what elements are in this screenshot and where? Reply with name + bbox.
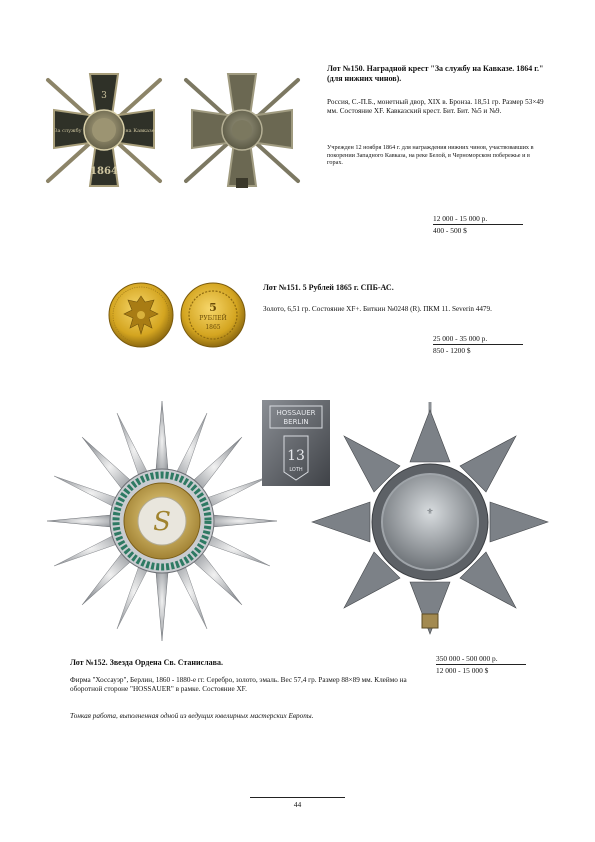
lot-150-price-rub: 12 000 - 15 000 р. xyxy=(433,214,488,223)
lot-151-price-rub: 25 000 - 35 000 р. xyxy=(433,334,488,343)
lot-150-price-rule xyxy=(433,224,523,225)
coin-denomination-word: РУБЛЕЙ xyxy=(199,315,227,322)
lot-152-price-rub: 350 000 - 500 000 р. xyxy=(436,654,498,663)
svg-text:⚜: ⚜ xyxy=(426,507,434,516)
cross-year: 1864 xyxy=(90,166,118,177)
lot-152-price-rule xyxy=(436,664,526,665)
lot-150-title: Лот №150. Наградной крест "За службу на Кавказе. 1864 г."(для нижних чинов). xyxy=(327,64,544,83)
footer-rule xyxy=(250,797,345,798)
lot-151-price-usd: 850 - 1200 $ xyxy=(433,346,471,355)
coin-year: 1865 xyxy=(205,324,221,331)
lot-151-description: Золото, 6,51 гр. Состояние XF+. Биткин №0248 (R). ПКМ 11. Severin 4479. xyxy=(263,305,492,313)
lot-151-title: Лот №151. 5 Рублей 1865 г. СПБ-АС. xyxy=(263,283,394,292)
svg-text:S: S xyxy=(153,507,171,537)
lot-150-note: Учрежден 12 ноября 1864 г. для награждения нижних чинов, участвовавших в покорении Западного Кавказа, на реке Белой, в Черноморском побережье и в горах. xyxy=(327,144,534,167)
hallmark-mark: LOTH xyxy=(289,467,303,473)
star-reverse-image xyxy=(308,396,552,642)
lot-152-title: Лот №152. Звезда Ордена Св. Станислава. xyxy=(70,658,223,667)
lot-152-price-usd: 12 000 - 15 000 $ xyxy=(436,666,489,675)
coin-obverse-image xyxy=(108,282,174,348)
hallmark-city: BERLIN xyxy=(283,418,309,426)
svg-text:3: 3 xyxy=(101,91,107,101)
lot-152-note: Тонкая работа, выполненная одной из ведущих ювелирных мастерских Европы. xyxy=(70,712,314,720)
lot-151-price-rule xyxy=(433,344,523,345)
star-obverse-image xyxy=(44,398,280,644)
cross-right-inscription: на Кавказе xyxy=(125,128,155,134)
page-number: 44 xyxy=(293,800,302,809)
cross-obverse-image xyxy=(38,68,170,193)
hallmark-maker: HOSSAUER xyxy=(276,409,316,417)
cross-reverse-image xyxy=(176,68,308,193)
cross-left-inscription: За службу xyxy=(54,128,82,134)
lot-150-description: Россия, С.-П.Б., монетный двор, XIX в. Бронза. 18,51 гр. Размер 53×49 мм. Состояние XF. Кавказский крест. Бит. Бит. №5 и №9. xyxy=(327,98,544,115)
coin-reverse-image xyxy=(180,282,246,348)
lot-152-description: Фирма "Хоссауэр", Берлин, 1860 - 1880-е гг. Серебро, золото, эмаль. Вес 57,4 гр. Размер 88×89 мм. Клеймо на оборотной стороне "HOSSAUER" в рамке. Состояние XF. xyxy=(70,676,407,693)
hallmark-number: 13 xyxy=(287,448,305,464)
coin-denomination: 5 xyxy=(209,301,217,314)
lot-150-price-usd: 400 - 500 $ xyxy=(433,226,467,235)
